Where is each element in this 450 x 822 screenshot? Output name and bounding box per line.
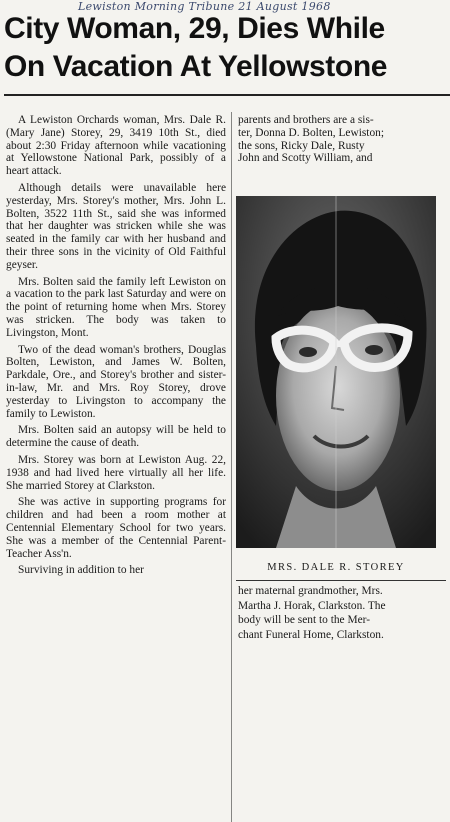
article-right-column-bottom: [238, 584, 450, 642]
article-line: parents and brothers are a sis-: [238, 114, 374, 126]
article-paragraph: Surviving in addition to her: [18, 564, 144, 577]
portrait-illustration: [236, 196, 436, 548]
headline-line-2: On Vacation At Yellowstone: [4, 50, 388, 83]
article-paragraph: Mrs. Bolten said the family left Lewiston on a vacation to the park last Saturday and were on the point of returning home when Mrs. Storey was stricken. The body was taken to Livingston, Mont.: [6, 275, 226, 339]
article-paragraph: She was active in supporting programs for children and had been a room mother at Centennial Elementary School for two years. She was a member of the Centennial Parent-Teacher Ass'n.: [6, 496, 226, 560]
headline-line-1: City Woman, 29, Dies While: [4, 12, 385, 45]
article-paragraph: Mrs. Storey was born at Lewiston Aug. 22, 1938 and had lived here virtually all her life. She married Storey at Clarkston.: [6, 453, 226, 492]
article-left-column: [6, 114, 226, 822]
article-line: the sons, Ricky Dale, Rusty: [238, 139, 365, 152]
article-line: body will be sent to the Mer-: [238, 614, 371, 626]
article-paragraph: A Lewiston Orchards woman, Mrs. Dale R. (Mary Jane) Storey, 29, 3419 10th St., died about 2:30 Friday afternoon while vacationing at Yellowstone National Park, possibly of a heart attack.: [6, 114, 226, 178]
article-paragraph: Although details were unavailable here yesterday, Mrs. Storey's mother, Mrs. John L. Bolten, 3522 11th St., said she was informed that her daughter was stricken while she was seated in the family car with her husband and their three sons in the vicinity of Old Faithful geyser.: [6, 181, 226, 271]
article-paragraph: Mrs. Bolten said an autopsy will be held to determine the cause of death.: [6, 424, 226, 450]
headline-rule: [4, 94, 450, 96]
column-divider: [231, 112, 232, 822]
portrait-photo: [236, 196, 436, 548]
article-line: Martha J. Horak, Clarkston. The: [238, 599, 386, 612]
article-right-column-top: [238, 114, 450, 165]
article-line: John and Scotty William, and: [238, 152, 373, 165]
caption-rule: [236, 580, 446, 581]
article-line: ter, Donna D. Bolten, Lewiston;: [238, 126, 385, 139]
handwritten-source-note: Lewiston Morning Tribune 21 August 1968: [78, 0, 331, 13]
article-line: chant Funeral Home, Clarkston.: [238, 628, 384, 641]
headline: [4, 10, 450, 86]
photo-caption: MRS. DALE R. STOREY: [267, 562, 405, 573]
article-line: her maternal grandmother, Mrs.: [238, 585, 383, 597]
article-paragraph: Two of the dead woman's brothers, Douglas Bolten, Lewiston, and James W. Bolten, Parkdale, Ore., and Storey's brother and sister-in-law, Mr. and Mrs. Roy Storey, drove yesterday to Livingston to accompany the family to Lewiston.: [6, 343, 226, 420]
